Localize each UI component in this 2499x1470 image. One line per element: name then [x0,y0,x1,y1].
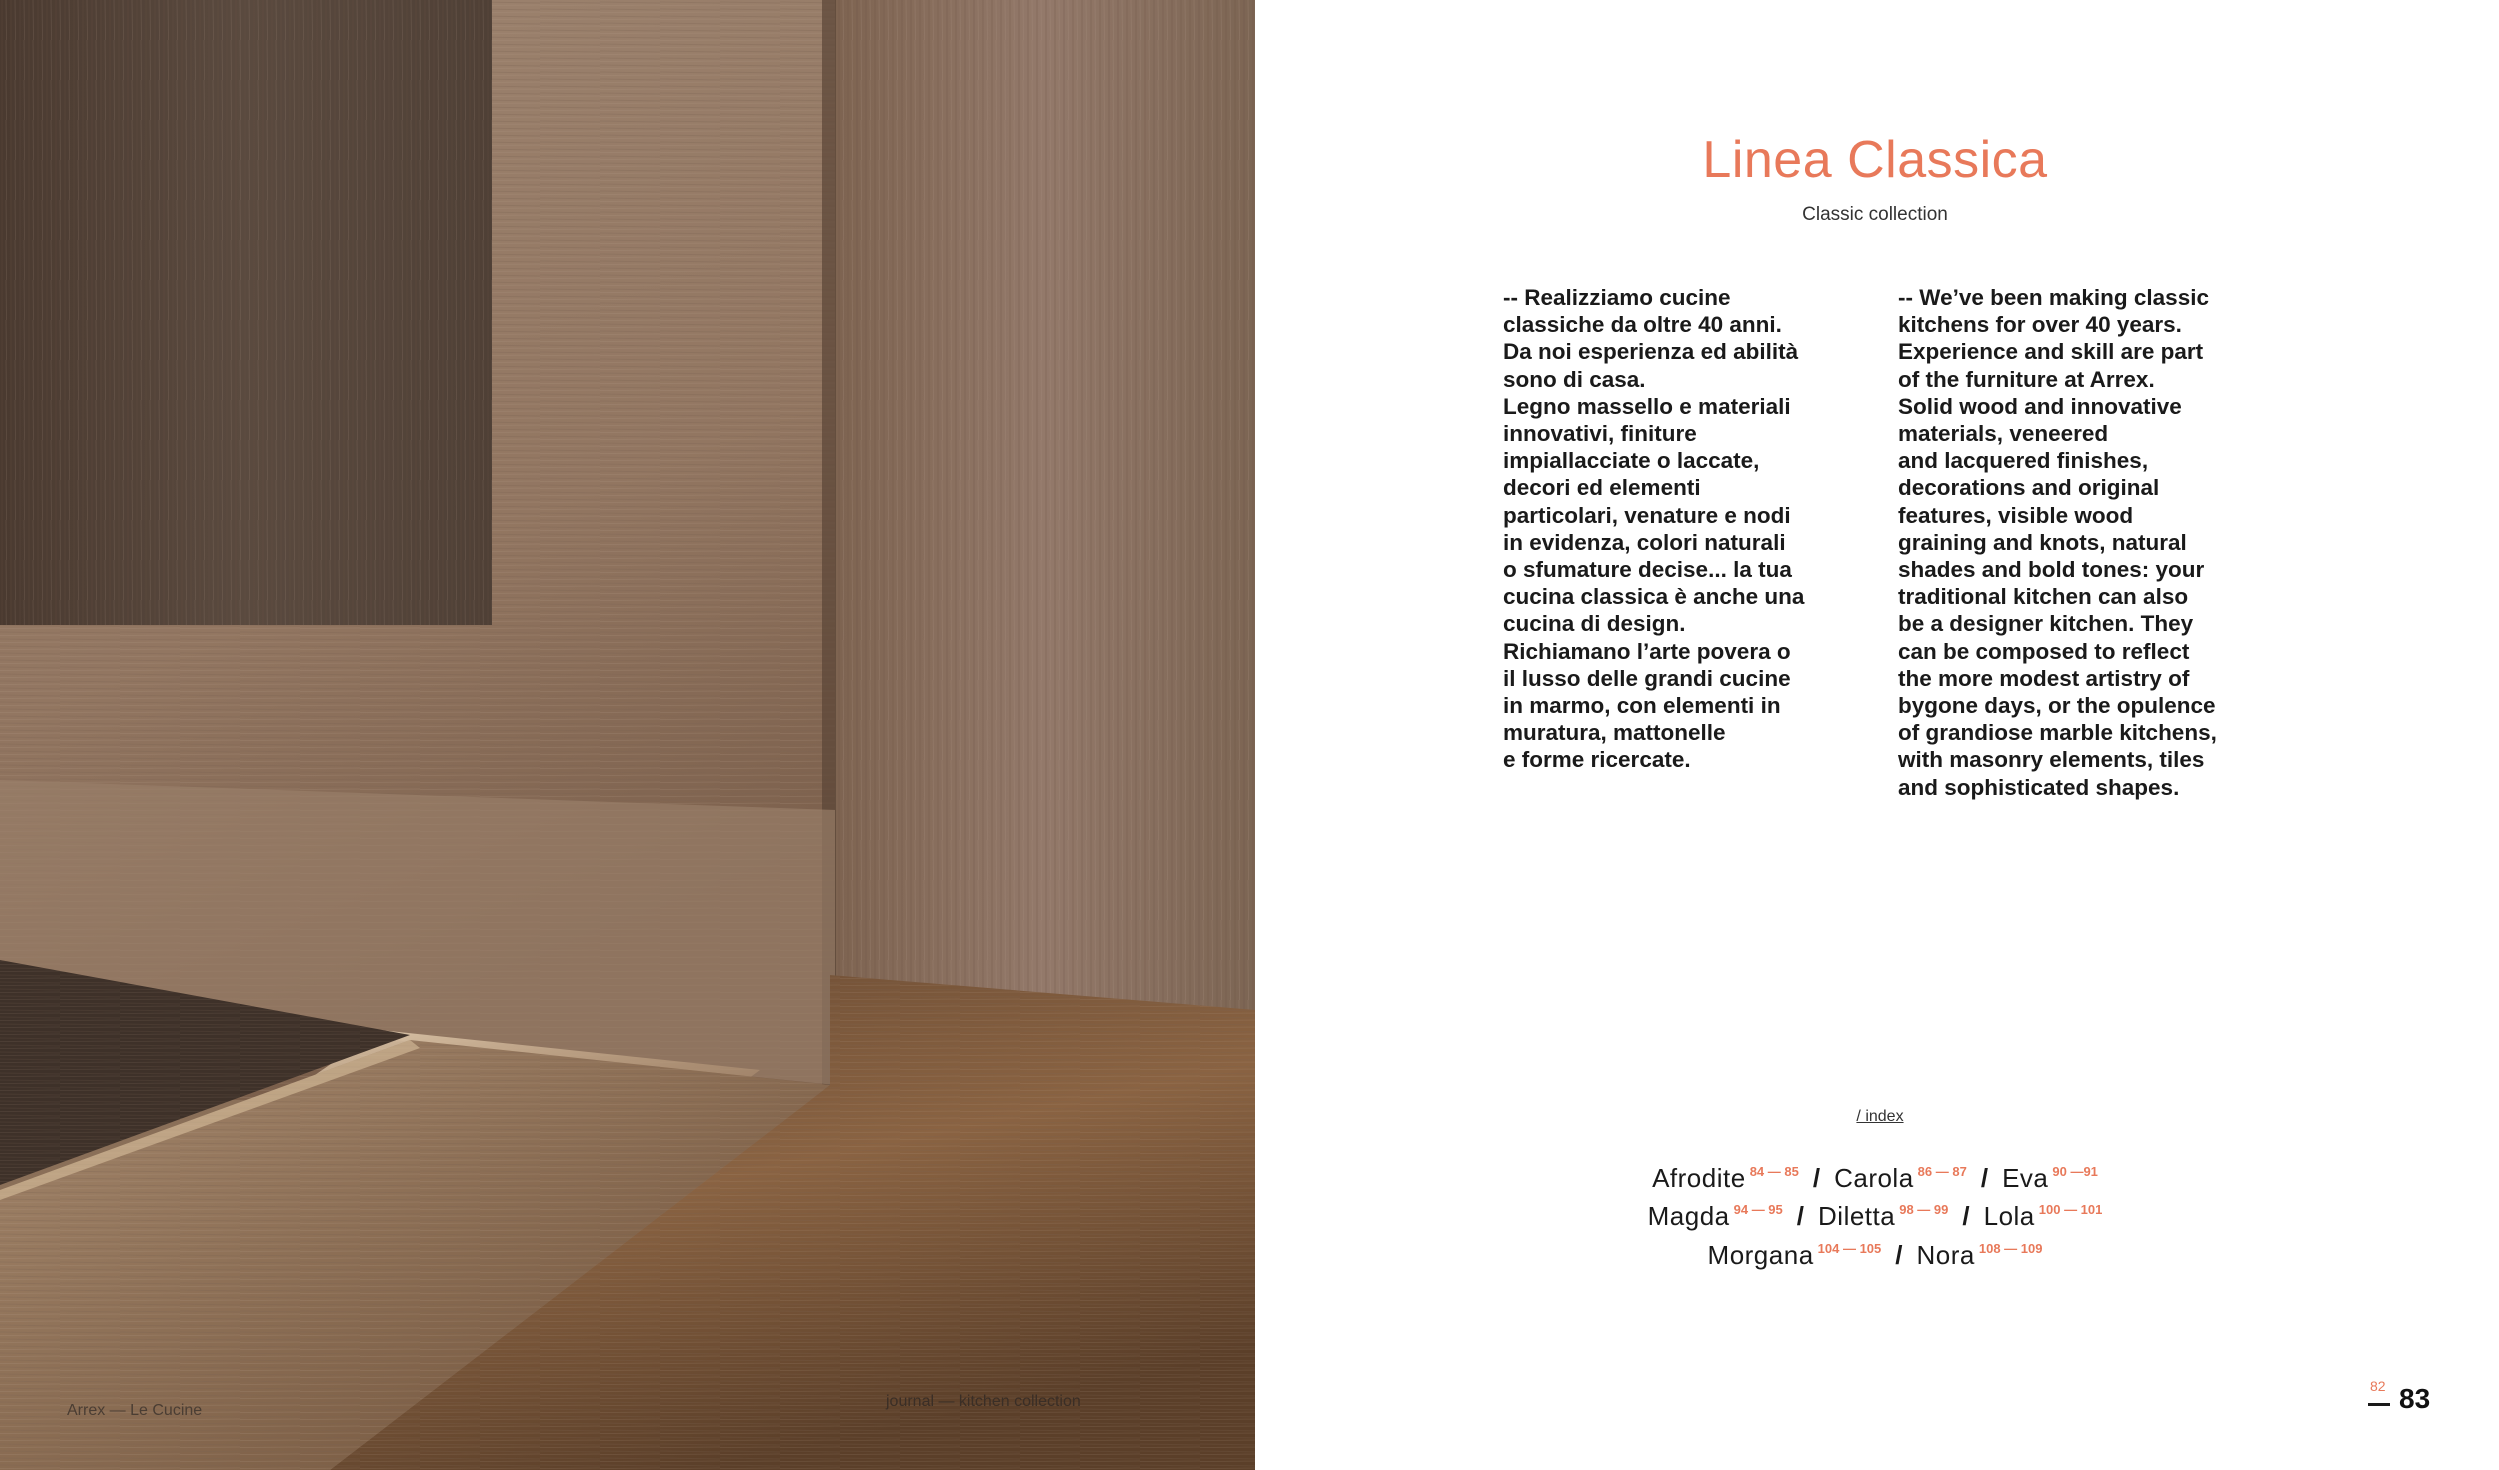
model-name: Diletta [1818,1201,1896,1231]
model-name: Afrodite [1652,1163,1746,1193]
text-line: Richiamano l’arte povera o [1503,638,1791,664]
text-line: shades and bold tones: your [1898,557,2205,583]
text-line: the more modest artistry of [1898,665,2190,691]
body-text-italian [1503,284,1804,774]
index-row [1400,1201,2350,1232]
model-pages: 104 — 105 [1817,1241,1882,1256]
page-number-left: 82 [2370,1378,2386,1394]
text-line: and sophisticated shapes. [1898,774,2180,800]
text-line: bygone days, or the opulence [1898,693,2216,719]
text-line: Legno massello e materiali [1503,393,1791,419]
model-name: Carola [1834,1163,1914,1193]
index-separator: / [1895,1240,1903,1270]
model-name: Magda [1647,1201,1730,1231]
index-item-lola[interactable] [1984,1201,2103,1231]
footer-brand: Arrex — Le Cucine [67,1402,203,1419]
page-number-right: 83 [2399,1383,2431,1414]
text-line: of grandiose marble kitchens, [1898,720,2217,746]
index-item-magda[interactable] [1648,1201,1783,1231]
text-line: materials, veneered [1898,421,2109,447]
model-pages: 98 — 99 [1899,1202,1949,1217]
model-name: Nora [1916,1240,1975,1270]
text-line: graining and knots, natural [1898,529,2187,555]
text-line: Solid wood and innovative [1898,393,2182,419]
text-line: in marmo, con elementi in [1503,693,1781,719]
text-line: cucina classica è anche una [1503,584,1805,610]
index-separator: / [1796,1201,1805,1231]
text-line: -- We’ve been making classic [1898,285,2209,310]
text-line: cucina di design. [1503,611,1686,637]
model-name: Eva [2002,1163,2049,1193]
text-line: Da noi esperienza ed abilità [1503,339,1799,365]
text-line: traditional kitchen can also [1898,584,2189,610]
text-line: particolari, venature e nodi [1503,502,1791,528]
text-line: decori ed elementi [1503,475,1701,501]
model-pages: 86 — 87 [1917,1164,1967,1179]
text-line: Experience and skill are part [1898,339,2204,365]
index-item-diletta[interactable] [1818,1201,1948,1231]
index-separator: / [1980,1163,1989,1193]
text-line: impiallacciate o laccate, [1503,448,1760,474]
text-line: can be composed to reflect [1898,638,2190,664]
text-line: in evidenza, colori naturali [1503,529,1786,555]
index-row [1400,1163,2350,1194]
index-separator: / [1962,1201,1970,1231]
text-line: features, visible wood [1898,502,2134,528]
footer-section: journal — kitchen collection [886,1393,1081,1410]
text-line: o sfumature decise... la tua [1503,557,1792,583]
index-item-eva[interactable] [2002,1163,2098,1193]
model-pages: 100 — 101 [2038,1202,2103,1217]
model-name: Morgana [1707,1240,1814,1270]
index-item-morgana[interactable] [1708,1240,1882,1270]
text-line: be a designer kitchen. They [1898,611,2194,637]
text-line: and lacquered finishes, [1898,448,2149,474]
text-line: classiche da oltre 40 anni. [1503,312,1782,338]
model-pages: 108 — 109 [1978,1241,2043,1256]
body-text-english [1898,284,2217,801]
index-row [1400,1240,2350,1271]
page-title: Linea Classica [1702,131,2048,189]
text-line: decorations and original [1898,475,2160,501]
index-item-carola[interactable] [1834,1163,1967,1193]
index-separator: / [1812,1163,1821,1193]
text-line: e forme ricercate. [1503,747,1691,773]
text-line: il lusso delle grandi cucine [1503,665,1791,691]
text-line: with masonry elements, tiles [1898,747,2205,773]
index-item-afrodite[interactable] [1652,1163,1799,1193]
text-line: innovativi, finiture [1503,421,1697,447]
text-line: muratura, mattonelle [1503,720,1726,746]
index-item-nora[interactable] [1917,1240,2043,1270]
text-line: sono di casa. [1503,366,1646,392]
page-number-dash [2368,1403,2390,1406]
text-line: -- Realizziamo cucine [1503,285,1731,310]
model-pages: 90 —91 [2052,1164,2098,1179]
text-line: kitchens for over 40 years. [1898,312,2182,338]
text-line: of the furniture at Arrex. [1898,366,2155,392]
model-name: Lola [1983,1201,2035,1231]
index-link[interactable]: / index [1856,1108,1904,1125]
model-pages: 84 — 85 [1749,1164,1799,1179]
model-pages: 94 — 95 [1733,1202,1783,1217]
page-subtitle: Classic collection [1802,204,1948,225]
